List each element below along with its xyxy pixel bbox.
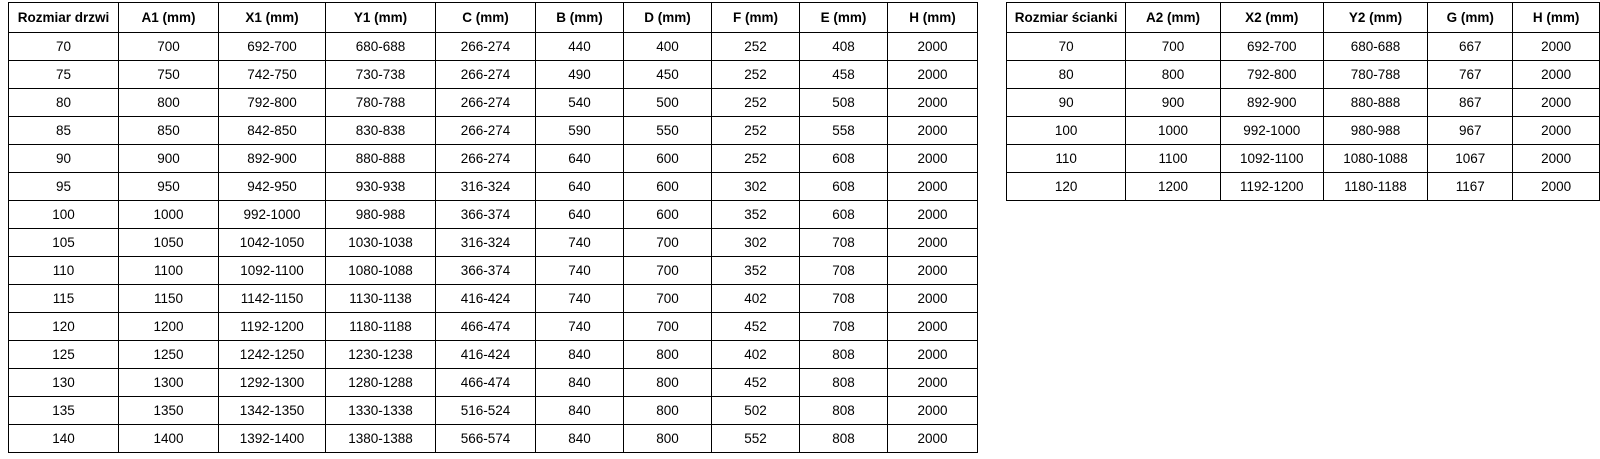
table-header-row <box>9 3 978 33</box>
wall-table-cell: 680-688 <box>1323 33 1428 61</box>
doors-table-cell: 680-688 <box>326 33 436 61</box>
doors-table-cell: 80 <box>9 89 119 117</box>
doors-table-cell: 95 <box>9 173 119 201</box>
doors-table-cell: 608 <box>800 173 888 201</box>
doors-table-cell: 252 <box>712 33 800 61</box>
doors-table-cell: 566-574 <box>436 425 536 453</box>
doors-table-cell: 366-374 <box>436 257 536 285</box>
wall-table-cell: 2000 <box>1513 89 1600 117</box>
doors-table-cell: 830-838 <box>326 117 436 145</box>
doors-table-cell: 502 <box>712 397 800 425</box>
doors-table-cell: 1400 <box>119 425 219 453</box>
table-row <box>1007 61 1600 89</box>
table-row <box>9 369 978 397</box>
doors-table-cell: 1192-1200 <box>219 313 326 341</box>
doors-table-cell: 100 <box>9 201 119 229</box>
doors-table-cell: 880-888 <box>326 145 436 173</box>
doors-table-cell: 252 <box>712 61 800 89</box>
doors-table-cell: 266-274 <box>436 145 536 173</box>
doors-table-column-header: X1 (mm) <box>219 3 326 33</box>
doors-table-cell: 740 <box>536 229 624 257</box>
doors-table-cell: 500 <box>624 89 712 117</box>
doors-table-cell: 692-700 <box>219 33 326 61</box>
wall-table-cell: 780-788 <box>1323 61 1428 89</box>
doors-table-cell: 950 <box>119 173 219 201</box>
table-header-row <box>1007 3 1600 33</box>
doors-table-cell: 115 <box>9 285 119 313</box>
doors-table-column-header: Y1 (mm) <box>326 3 436 33</box>
doors-table-column-header: E (mm) <box>800 3 888 33</box>
doors-table-cell: 708 <box>800 313 888 341</box>
wall-table-cell: 1200 <box>1126 173 1221 201</box>
doors-table-cell: 792-800 <box>219 89 326 117</box>
doors-table-cell: 730-738 <box>326 61 436 89</box>
wall-table-header <box>1007 3 1600 33</box>
doors-table-cell: 120 <box>9 313 119 341</box>
doors-table-cell: 125 <box>9 341 119 369</box>
doors-table-cell: 1342-1350 <box>219 397 326 425</box>
doors-table-cell: 2000 <box>888 89 978 117</box>
doors-table-cell: 840 <box>536 369 624 397</box>
doors-table-cell: 2000 <box>888 33 978 61</box>
doors-table-cell: 708 <box>800 285 888 313</box>
doors-table-cell: 1080-1088 <box>326 257 436 285</box>
table-row <box>9 341 978 369</box>
doors-table-header <box>9 3 978 33</box>
doors-table-cell: 450 <box>624 61 712 89</box>
doors-table-cell: 1142-1150 <box>219 285 326 313</box>
doors-table-cell: 1130-1138 <box>326 285 436 313</box>
wall-table-cell: 880-888 <box>1323 89 1428 117</box>
doors-table-cell: 992-1000 <box>219 201 326 229</box>
wall-table-cell: 900 <box>1126 89 1221 117</box>
doors-table-cell: 1030-1038 <box>326 229 436 257</box>
doors-table-cell: 980-988 <box>326 201 436 229</box>
doors-table-cell: 808 <box>800 341 888 369</box>
doors-table-cell: 75 <box>9 61 119 89</box>
doors-dimensions-table <box>8 2 978 453</box>
doors-table-cell: 302 <box>712 173 800 201</box>
doors-table-cell: 266-274 <box>436 33 536 61</box>
doors-table-cell: 900 <box>119 145 219 173</box>
wall-table-cell: 1192-1200 <box>1220 173 1323 201</box>
doors-table-cell: 266-274 <box>436 117 536 145</box>
doors-table-cell: 352 <box>712 201 800 229</box>
wall-table-column-header: X2 (mm) <box>1220 3 1323 33</box>
doors-table-cell: 800 <box>624 397 712 425</box>
doors-table-cell: 708 <box>800 257 888 285</box>
doors-table-cell: 808 <box>800 397 888 425</box>
doors-table-cell: 1250 <box>119 341 219 369</box>
doors-table-cell: 135 <box>9 397 119 425</box>
doors-table-cell: 2000 <box>888 425 978 453</box>
doors-table-cell: 2000 <box>888 229 978 257</box>
doors-table-cell: 452 <box>712 369 800 397</box>
doors-table-cell: 1300 <box>119 369 219 397</box>
doors-table-cell: 540 <box>536 89 624 117</box>
wall-table-cell: 1167 <box>1428 173 1513 201</box>
doors-table-cell: 552 <box>712 425 800 453</box>
wall-table-cell: 2000 <box>1513 173 1600 201</box>
wall-table-cell: 120 <box>1007 173 1126 201</box>
wall-dimensions-table <box>1006 2 1600 201</box>
doors-table-cell: 930-938 <box>326 173 436 201</box>
doors-table-cell: 416-424 <box>436 341 536 369</box>
doors-table-cell: 800 <box>119 89 219 117</box>
doors-table-cell: 590 <box>536 117 624 145</box>
doors-table-cell: 452 <box>712 313 800 341</box>
doors-table-cell: 90 <box>9 145 119 173</box>
doors-table-cell: 2000 <box>888 61 978 89</box>
doors-table-cell: 316-324 <box>436 229 536 257</box>
wall-table-cell: 70 <box>1007 33 1126 61</box>
doors-table-cell: 850 <box>119 117 219 145</box>
doors-table-cell: 1350 <box>119 397 219 425</box>
wall-table-column-header: G (mm) <box>1428 3 1513 33</box>
table-row <box>9 145 978 173</box>
wall-table-cell: 1180-1188 <box>1323 173 1428 201</box>
doors-table-cell: 466-474 <box>436 369 536 397</box>
wall-table-cell: 867 <box>1428 89 1513 117</box>
wall-table-cell: 1000 <box>1126 117 1221 145</box>
doors-table-cell: 600 <box>624 145 712 173</box>
wall-table-cell: 792-800 <box>1220 61 1323 89</box>
doors-table-cell: 842-850 <box>219 117 326 145</box>
wall-table-cell: 700 <box>1126 33 1221 61</box>
doors-table-cell: 402 <box>712 341 800 369</box>
doors-table-cell: 1150 <box>119 285 219 313</box>
table-row <box>9 285 978 313</box>
doors-table-cell: 2000 <box>888 285 978 313</box>
doors-table-body <box>9 33 978 453</box>
doors-table-cell: 266-274 <box>436 89 536 117</box>
table-row <box>1007 89 1600 117</box>
doors-table-cell: 800 <box>624 369 712 397</box>
table-row <box>9 201 978 229</box>
doors-table-cell: 558 <box>800 117 888 145</box>
table-row <box>9 313 978 341</box>
wall-table-cell: 767 <box>1428 61 1513 89</box>
doors-table-column-header: D (mm) <box>624 3 712 33</box>
doors-table-cell: 516-524 <box>436 397 536 425</box>
wall-table-cell: 90 <box>1007 89 1126 117</box>
wall-table-body <box>1007 33 1600 201</box>
doors-table-cell: 1092-1100 <box>219 257 326 285</box>
wall-table-cell: 892-900 <box>1220 89 1323 117</box>
doors-table-cell: 640 <box>536 201 624 229</box>
wall-table-column-header: A2 (mm) <box>1126 3 1221 33</box>
doors-table-cell: 740 <box>536 313 624 341</box>
doors-table-cell: 942-950 <box>219 173 326 201</box>
doors-table-cell: 550 <box>624 117 712 145</box>
table-row <box>1007 117 1600 145</box>
doors-table-cell: 266-274 <box>436 61 536 89</box>
doors-table-cell: 252 <box>712 117 800 145</box>
doors-table-cell: 2000 <box>888 145 978 173</box>
doors-table-cell: 700 <box>624 285 712 313</box>
doors-table-cell: 316-324 <box>436 173 536 201</box>
doors-table-cell: 70 <box>9 33 119 61</box>
doors-table-cell: 402 <box>712 285 800 313</box>
table-row <box>9 397 978 425</box>
doors-table-cell: 600 <box>624 173 712 201</box>
wall-table-cell: 80 <box>1007 61 1126 89</box>
doors-table-cell: 85 <box>9 117 119 145</box>
wall-table-cell: 1092-1100 <box>1220 145 1323 173</box>
doors-table-cell: 700 <box>624 229 712 257</box>
doors-table-cell: 366-374 <box>436 201 536 229</box>
wall-table-cell: 980-988 <box>1323 117 1428 145</box>
wall-table-cell: 692-700 <box>1220 33 1323 61</box>
doors-table-cell: 2000 <box>888 369 978 397</box>
wall-table-cell: 2000 <box>1513 117 1600 145</box>
doors-table-cell: 302 <box>712 229 800 257</box>
wall-table-cell: 100 <box>1007 117 1126 145</box>
doors-table-cell: 840 <box>536 341 624 369</box>
doors-table-cell: 466-474 <box>436 313 536 341</box>
doors-table-cell: 808 <box>800 425 888 453</box>
doors-table-cell: 1100 <box>119 257 219 285</box>
doors-table-cell: 700 <box>119 33 219 61</box>
wall-table-column-header: Rozmiar ścianki <box>1007 3 1126 33</box>
doors-table-cell: 252 <box>712 89 800 117</box>
table-row <box>9 173 978 201</box>
wall-table-cell: 1080-1088 <box>1323 145 1428 173</box>
doors-table-cell: 700 <box>624 313 712 341</box>
doors-table-cell: 440 <box>536 33 624 61</box>
doors-table-cell: 2000 <box>888 173 978 201</box>
wall-table-cell: 967 <box>1428 117 1513 145</box>
doors-table-cell: 352 <box>712 257 800 285</box>
wall-table-cell: 2000 <box>1513 145 1600 173</box>
doors-table-cell: 2000 <box>888 397 978 425</box>
wall-table-cell: 992-1000 <box>1220 117 1323 145</box>
doors-table-cell: 2000 <box>888 313 978 341</box>
doors-table-cell: 742-750 <box>219 61 326 89</box>
doors-table-cell: 105 <box>9 229 119 257</box>
doors-table-cell: 708 <box>800 229 888 257</box>
doors-table-cell: 1330-1338 <box>326 397 436 425</box>
doors-table-cell: 800 <box>624 341 712 369</box>
doors-table-cell: 1200 <box>119 313 219 341</box>
wall-table-cell: 110 <box>1007 145 1126 173</box>
wall-table-cell: 2000 <box>1513 33 1600 61</box>
doors-table-cell: 1180-1188 <box>326 313 436 341</box>
doors-table-column-header: A1 (mm) <box>119 3 219 33</box>
wall-table-cell: 2000 <box>1513 61 1600 89</box>
doors-table-cell: 416-424 <box>436 285 536 313</box>
doors-table-cell: 2000 <box>888 341 978 369</box>
doors-table-cell: 1242-1250 <box>219 341 326 369</box>
doors-table-cell: 840 <box>536 397 624 425</box>
doors-table-cell: 408 <box>800 33 888 61</box>
doors-table-cell: 608 <box>800 201 888 229</box>
wall-dimensions-table-container <box>1006 2 1600 201</box>
table-row <box>9 89 978 117</box>
doors-table-cell: 1380-1388 <box>326 425 436 453</box>
table-row <box>1007 145 1600 173</box>
doors-table-cell: 892-900 <box>219 145 326 173</box>
table-row <box>1007 33 1600 61</box>
doors-table-cell: 800 <box>624 425 712 453</box>
doors-table-cell: 130 <box>9 369 119 397</box>
doors-table-cell: 1050 <box>119 229 219 257</box>
doors-table-cell: 700 <box>624 257 712 285</box>
table-row <box>9 257 978 285</box>
doors-table-cell: 600 <box>624 201 712 229</box>
doors-table-column-header: F (mm) <box>712 3 800 33</box>
wall-table-cell: 800 <box>1126 61 1221 89</box>
doors-table-cell: 740 <box>536 257 624 285</box>
doors-table-cell: 750 <box>119 61 219 89</box>
doors-table-cell: 110 <box>9 257 119 285</box>
wall-table-cell: 667 <box>1428 33 1513 61</box>
doors-table-cell: 140 <box>9 425 119 453</box>
doors-table-cell: 508 <box>800 89 888 117</box>
doors-table-cell: 1230-1238 <box>326 341 436 369</box>
doors-table-cell: 1042-1050 <box>219 229 326 257</box>
doors-table-cell: 1000 <box>119 201 219 229</box>
table-row <box>9 229 978 257</box>
doors-table-cell: 1392-1400 <box>219 425 326 453</box>
table-row <box>1007 173 1600 201</box>
doors-table-cell: 490 <box>536 61 624 89</box>
doors-table-cell: 808 <box>800 369 888 397</box>
doors-table-cell: 640 <box>536 145 624 173</box>
wall-table-column-header: Y2 (mm) <box>1323 3 1428 33</box>
doors-table-cell: 640 <box>536 173 624 201</box>
doors-table-column-header: Rozmiar drzwi <box>9 3 119 33</box>
doors-table-cell: 400 <box>624 33 712 61</box>
doors-table-cell: 740 <box>536 285 624 313</box>
doors-table-column-header: H (mm) <box>888 3 978 33</box>
doors-table-cell: 780-788 <box>326 89 436 117</box>
doors-table-cell: 1292-1300 <box>219 369 326 397</box>
doors-table-cell: 252 <box>712 145 800 173</box>
table-row <box>9 61 978 89</box>
doors-table-cell: 608 <box>800 145 888 173</box>
doors-table-cell: 2000 <box>888 257 978 285</box>
doors-table-cell: 2000 <box>888 201 978 229</box>
wall-table-column-header: H (mm) <box>1513 3 1600 33</box>
doors-table-cell: 1280-1288 <box>326 369 436 397</box>
doors-dimensions-table-container <box>8 2 978 453</box>
doors-table-cell: 840 <box>536 425 624 453</box>
doors-table-column-header: B (mm) <box>536 3 624 33</box>
table-row <box>9 117 978 145</box>
table-row <box>9 33 978 61</box>
table-row <box>9 425 978 453</box>
doors-table-column-header: C (mm) <box>436 3 536 33</box>
doors-table-cell: 458 <box>800 61 888 89</box>
wall-table-cell: 1067 <box>1428 145 1513 173</box>
wall-table-cell: 1100 <box>1126 145 1221 173</box>
doors-table-cell: 2000 <box>888 117 978 145</box>
